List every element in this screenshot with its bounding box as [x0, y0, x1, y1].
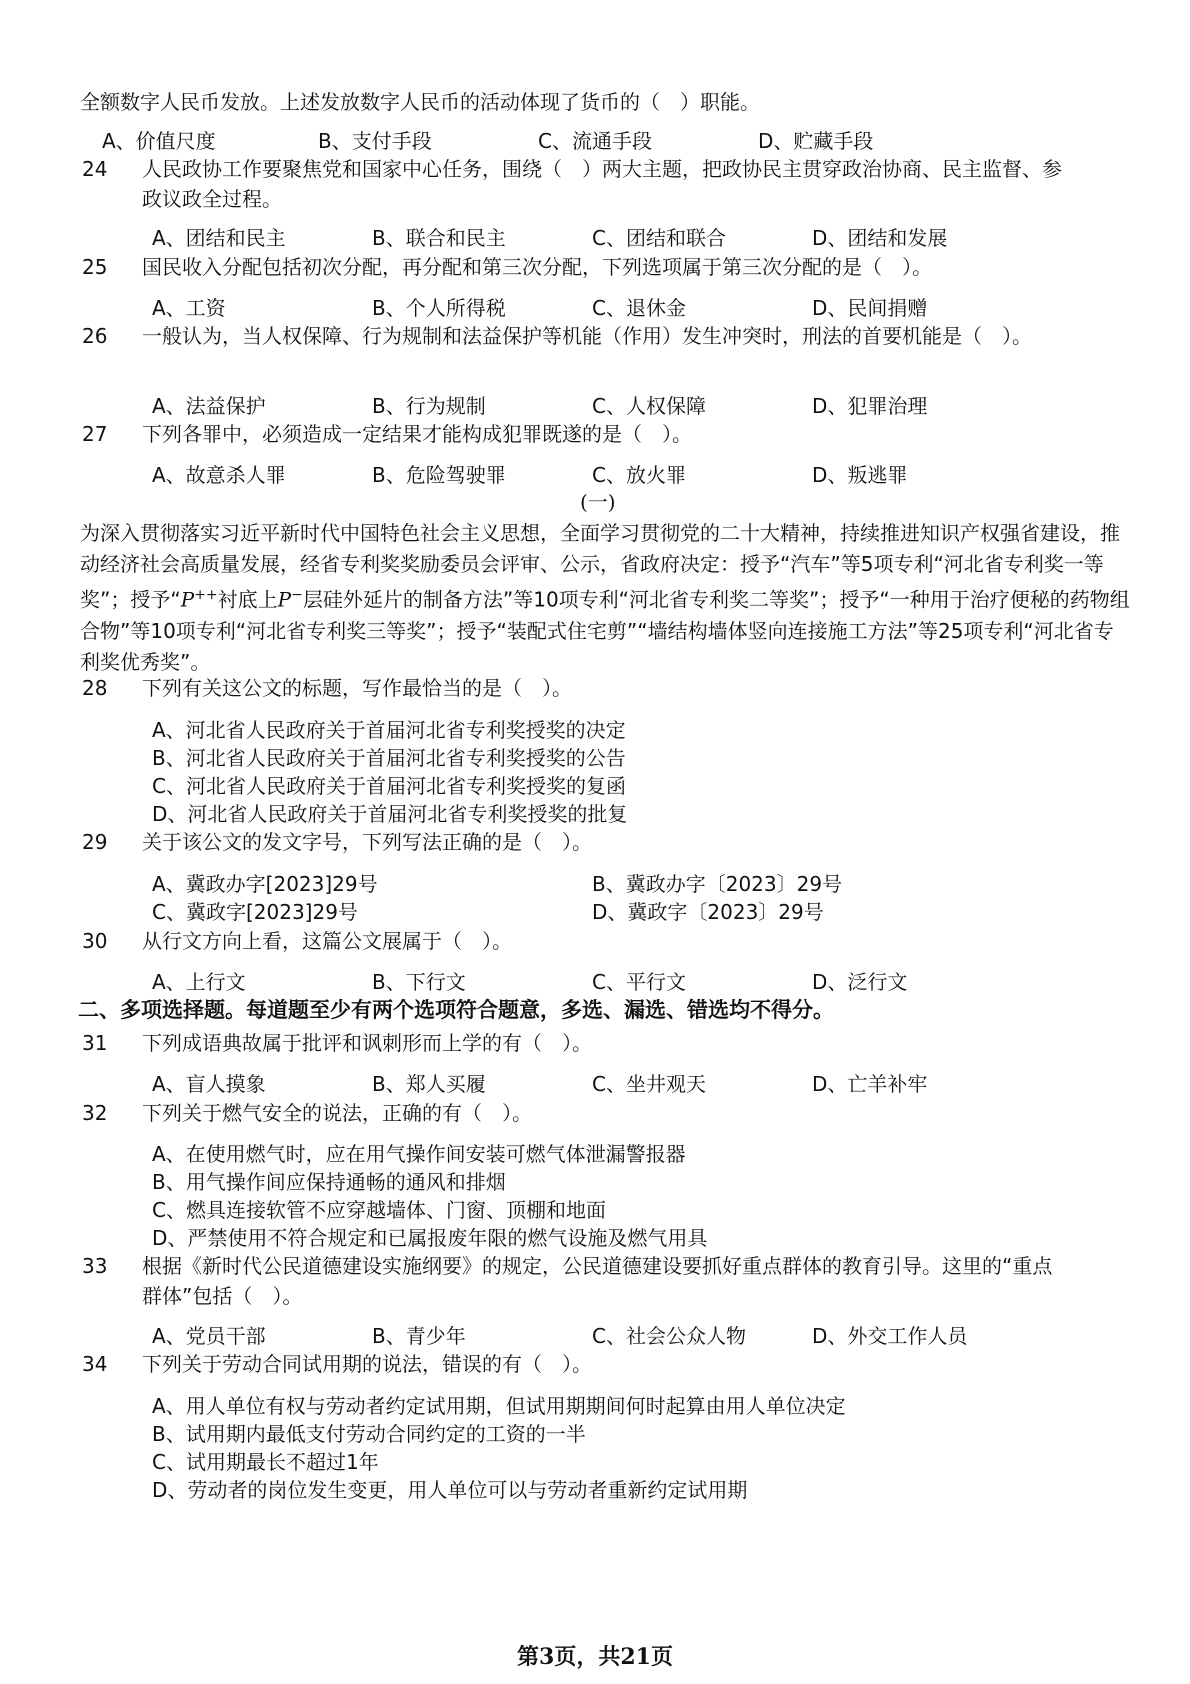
question-number: 27 — [82, 422, 108, 446]
option-b: B、试用期内最低支付劳动合同约定的工资的一半 — [152, 1422, 586, 1446]
option-c: C、退休金 — [592, 296, 686, 320]
option-b: B、下行文 — [372, 970, 466, 994]
section-heading: 二、多项选择题。每道题至少有两个选项符合题意，多选、漏选、错选均不得分。 — [78, 998, 834, 1022]
option-b: B、危险驾驶罪 — [372, 463, 506, 487]
question-number: 31 — [82, 1031, 108, 1055]
option-d: D、叛逃罪 — [812, 463, 908, 487]
question-number: 24 — [82, 157, 108, 181]
option-a: A、法益保护 — [152, 394, 266, 418]
question-number: 32 — [82, 1101, 108, 1125]
question-number: 33 — [82, 1254, 108, 1278]
option-c: C、人权保障 — [592, 394, 706, 418]
option-c: C、社会公众人物 — [592, 1324, 746, 1348]
option-d: D、团结和发展 — [812, 226, 948, 250]
question-number: 28 — [82, 676, 108, 700]
question-text: 下列有关这公文的标题，写作最恰当的是（ ）。 — [142, 676, 572, 700]
option-d: D、犯罪治理 — [812, 394, 928, 418]
question-text: 从行文方向上看，这篇公文展属于（ ）。 — [142, 929, 512, 953]
passage-part-2: 衬底上 — [217, 587, 278, 612]
option-b: B、郑人买履 — [372, 1072, 486, 1096]
page-footer: 第3页，共21页 — [517, 1644, 673, 1670]
option-d: D、亡羊补牢 — [812, 1072, 928, 1096]
option-b: B、用气操作间应保持通畅的通风和排烟 — [152, 1170, 506, 1194]
question-text: 根据《新时代公民道德建设实施纲要》的规定，公民道德建设要抓好重点群体的教育引导。这里的“重点群体”包括（ ）。 — [142, 1254, 1053, 1308]
question-number: 29 — [82, 830, 108, 854]
option-b: B、支付手段 — [318, 129, 432, 153]
option-a: A、河北省人民政府关于首届河北省专利奖授奖的决定 — [152, 718, 626, 742]
option-c: C、平行文 — [592, 970, 686, 994]
option-a: A、党员干部 — [152, 1324, 266, 1348]
option-c: C、燃具连接软管不应穿越墙体、门窗、顶棚和地面 — [152, 1198, 606, 1222]
question-text: 关于该公文的发文字号，下列写法正确的是（ ）。 — [142, 830, 592, 854]
question-text: 下列各罪中，必须造成一定结果才能构成犯罪既遂的是（ ）。 — [142, 422, 692, 446]
option-c: C、放火罪 — [592, 463, 686, 487]
option-d: D、泛行文 — [812, 970, 908, 994]
material-passage — [80, 518, 1130, 678]
option-b: B、河北省人民政府关于首届河北省专利奖授奖的公告 — [152, 746, 626, 770]
option-d: D、冀政字〔2023〕29号 — [592, 900, 824, 924]
option-a: A、价值尺度 — [102, 129, 216, 153]
option-d: D、贮藏手段 — [758, 129, 874, 153]
question-23-text-tail: 全额数字人民币发放。上述发放数字人民币的活动体现了货币的（ ）职能。 — [80, 90, 760, 114]
option-c: C、团结和联合 — [592, 226, 726, 250]
option-a: A、盲人摸象 — [152, 1072, 266, 1096]
option-c: C、冀政字[2023]29号 — [152, 900, 358, 924]
question-number: 25 — [82, 255, 108, 279]
material-marker: (一) — [580, 490, 616, 514]
p-superscript-2: − — [291, 587, 303, 603]
option-c: C、坐井观天 — [592, 1072, 706, 1096]
p-symbol-2: P — [277, 587, 292, 612]
option-a: A、用人单位有权与劳动者约定试用期，但试用期期间何时起算由用人单位决定 — [152, 1394, 846, 1418]
option-d: D、严禁使用不符合规定和已属报废年限的燃气设施及燃气用具 — [152, 1226, 708, 1250]
passage-part-1: 为深入贯彻落实习近平新时代中国特色社会主义思想，全面学习贯彻党的二十大精神，持续推进知识产权强省建设，推动经济社会高质量发展，经省专利奖奖励委员会评审、公示，省政府决定：授予“汽车”等5项专利“河北省专利奖一等奖”；授予“ — [80, 521, 1120, 612]
p-superscript: ++ — [194, 587, 218, 603]
option-c: C、试用期最长不超过1年 — [152, 1450, 379, 1474]
question-text: 下列关于燃气安全的说法，正确的有（ ）。 — [142, 1101, 532, 1125]
option-a: A、故意杀人罪 — [152, 463, 286, 487]
question-text: 一般认为，当人权保障、行为规制和法益保护等机能（作用）发生冲突时，刑法的首要机能是（ ）。 — [142, 324, 1032, 348]
option-a: A、工资 — [152, 296, 226, 320]
option-b: B、冀政办字〔2023〕29号 — [592, 872, 843, 896]
option-b: B、联合和民主 — [372, 226, 506, 250]
option-b: B、行为规制 — [372, 394, 486, 418]
option-a: A、在使用燃气时，应在用气操作间安装可燃气体泄漏警报器 — [152, 1142, 686, 1166]
option-d: D、劳动者的岗位发生变更，用人单位可以与劳动者重新约定试用期 — [152, 1478, 748, 1502]
p-symbol: P — [180, 587, 195, 612]
question-number: 26 — [82, 324, 108, 348]
option-a: A、团结和民主 — [152, 226, 286, 250]
option-a: A、冀政办字[2023]29号 — [152, 872, 378, 896]
question-text: 国民收入分配包括初次分配，再分配和第三次分配，下列选项属于第三次分配的是（ ）。 — [142, 255, 932, 279]
question-text: 人民政协工作要聚焦党和国家中心任务，围绕（ ）两大主题，把政协民主贯穿政治协商、民主监督、参政议政全过程。 — [142, 157, 1062, 211]
question-text: 下列成语典故属于批评和讽刺形而上学的有（ ）。 — [142, 1031, 592, 1055]
question-number: 30 — [82, 929, 108, 953]
option-c: C、流通手段 — [538, 129, 652, 153]
question-text: 下列关于劳动合同试用期的说法，错误的有（ ）。 — [142, 1352, 592, 1376]
option-d: D、河北省人民政府关于首届河北省专利奖授奖的批复 — [152, 802, 628, 826]
option-c: C、河北省人民政府关于首届河北省专利奖授奖的复函 — [152, 774, 626, 798]
passage-part-3: 层硅外延片的制备方法”等10项专利“河北省专利奖二等奖”；授予“一种用于治疗便秘的药物组合物”等10项专利“河北省专利奖三等奖”；授予“装配式住宅剪”“墙结构墙体竖向连接施工方法”等25项专利“河北省专利奖优秀奖”。 — [80, 587, 1130, 674]
option-a: A、上行文 — [152, 970, 246, 994]
question-number: 34 — [82, 1352, 108, 1376]
option-d: D、民间捐赠 — [812, 296, 928, 320]
option-d: D、外交工作人员 — [812, 1324, 968, 1348]
option-b: B、青少年 — [372, 1324, 466, 1348]
option-b: B、个人所得税 — [372, 296, 506, 320]
